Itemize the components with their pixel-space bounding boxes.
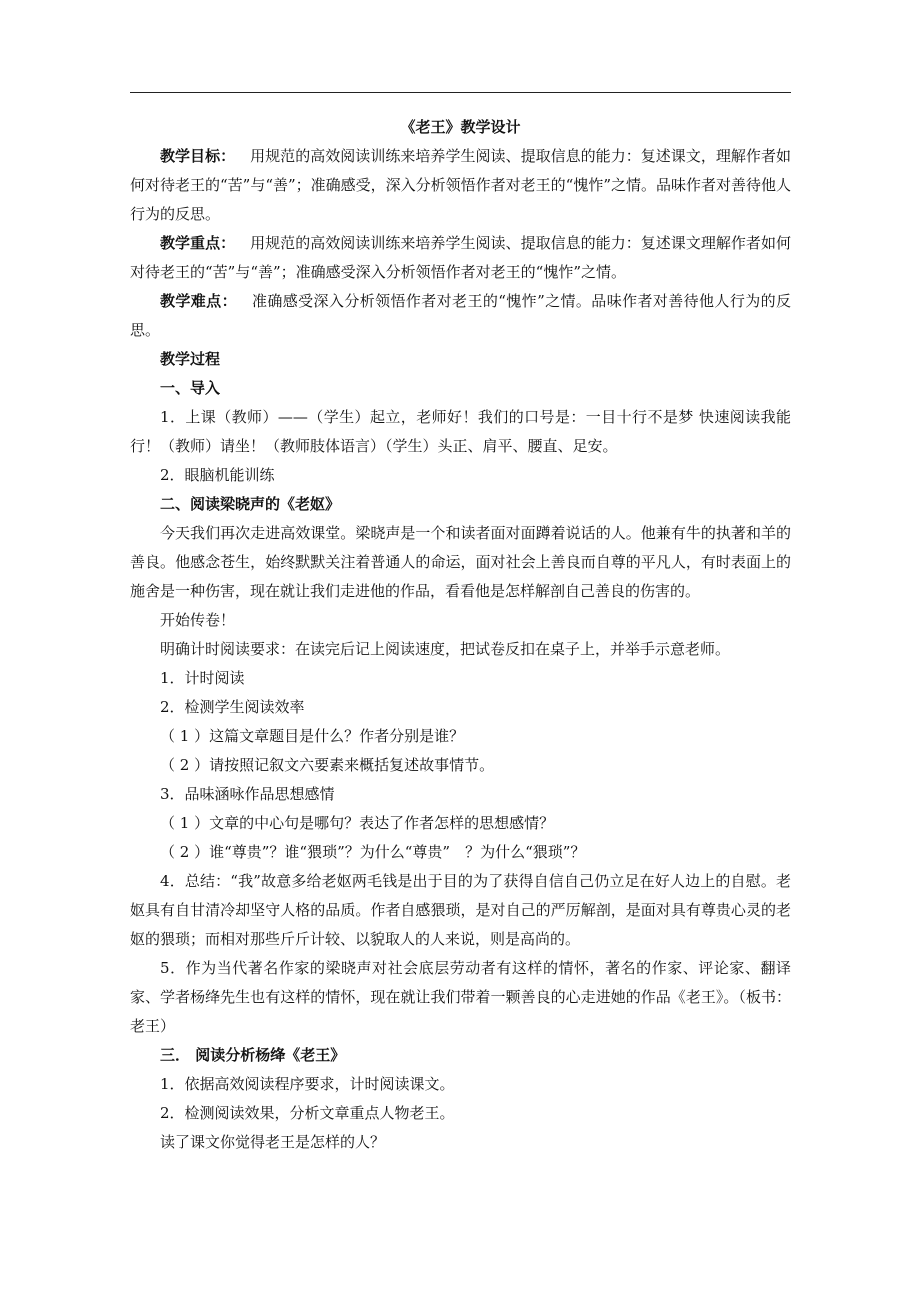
difficulties-label: 教学难点：	[160, 292, 237, 310]
objectives-paragraph	[130, 142, 791, 229]
section-2-summary: 4．总结：“我”故意多给老妪两毛钱是出于目的为了获得自信自己仍立足在好人边上的自慰。老妪具有自甘清冷却坚守人格的品质。作者自感猥琐，是对自己的严厉解剖，是面对具有尊贵心灵的老妪的猥琐；而相对那些斤斤计较、以貌取人的人来说，则是高尚的。	[130, 872, 791, 948]
document-body	[130, 113, 791, 1157]
section-2-step-3: 3．品味涵咏作品思想感情	[160, 785, 335, 803]
section-3-question: 读了课文你觉得老王是怎样的人？	[160, 1133, 386, 1151]
section-3-item-2: 2．检测阅读效果，分析文章重点人物老王。	[160, 1104, 455, 1122]
section-1-item-1: 1．上课（教师）——（学生）起立，老师好！我们的口号是：一目十行不是梦 快速阅读我能行！（教师）请坐！（教师肢体语言）（学生）头正、肩平、腰直、足安。	[130, 408, 791, 455]
section-2-question-1: （ 1 ）这篇文章题目是什么？作者分别是谁？	[160, 727, 465, 745]
section-1-heading: 一、导入	[160, 379, 221, 397]
section-2-requirement: 明确计时阅读要求：在读完后记上阅读速度，把试卷反扣在桌子上，并举手示意老师。	[160, 640, 731, 658]
section-2-start: 开始传卷！	[160, 611, 236, 629]
objectives-text: 用规范的高效阅读训练来培养学生阅读、提取信息的能力：复述课文，理解作者如何对待老王的“苦”与“善”；准确感受，深入分析领悟作者对老王的“愧怍”之情。品味作者对善待他人行为的反思。	[130, 147, 792, 223]
difficulties-text: 准确感受深入分析领悟作者对老王的“愧怍”之情。品味作者对善待他人行为的反思。	[130, 292, 791, 339]
section-3-item-1: 1．依据高效阅读程序要求，计时阅读课文。	[160, 1075, 455, 1093]
section-2-question-4: （ 2 ）谁“尊贵”？谁“猥琐”？为什么“尊贵” ？为什么“猥琐”？	[160, 843, 586, 861]
process-heading: 教学过程	[160, 350, 221, 368]
section-1-item-2: 2．眼脑机能训练	[160, 466, 275, 484]
key-points-paragraph	[130, 229, 791, 287]
objectives-label: 教学目标：	[160, 147, 236, 165]
key-points-text: 用规范的高效阅读训练来培养学生阅读、提取信息的能力：复述课文理解作者如何对待老王的“苦”与“善”；准确感受深入分析领悟作者对老王的“愧怍”之情。	[130, 234, 791, 281]
section-2-heading: 二、阅读梁晓声的《老妪》	[160, 495, 341, 513]
section-2-question-3: （ 1 ）文章的中心句是哪句？表达了作者怎样的思想感情？	[160, 814, 555, 832]
section-2-step-1: 1．计时阅读	[160, 669, 245, 687]
section-2-intro: 今天我们再次走进高效课堂。梁晓声是一个和读者面对面蹲着说话的人。他兼有牛的执著和羊的善良。他感念苍生，始终默默关注着普通人的命运，面对社会上善良而自尊的平凡人，有时表面上的施舍是一种伤害，现在就让我们走进他的作品，看看他是怎样解剖自己善良的伤害的。	[130, 524, 791, 600]
section-2-question-2: （ 2 ）请按照记叙文六要素来概括复述故事情节。	[160, 756, 495, 774]
document-title: 《老王》教学设计	[400, 118, 521, 136]
section-3-heading: 三． 阅读分析杨绛《老王》	[160, 1046, 346, 1064]
section-2-transition: 5．作为当代著名作家的梁晓声对社会底层劳动者有这样的情怀，著名的作家、评论家、翻译家、学者杨绛先生也有这样的情怀，现在就让我们带着一颗善良的心走进她的作品《老王》。（板书：老王）	[130, 959, 791, 1035]
section-2-step-2: 2．检测学生阅读效率	[160, 698, 305, 716]
difficulties-paragraph	[130, 287, 791, 345]
key-points-label: 教学重点：	[160, 234, 236, 252]
header-rule	[130, 92, 791, 93]
